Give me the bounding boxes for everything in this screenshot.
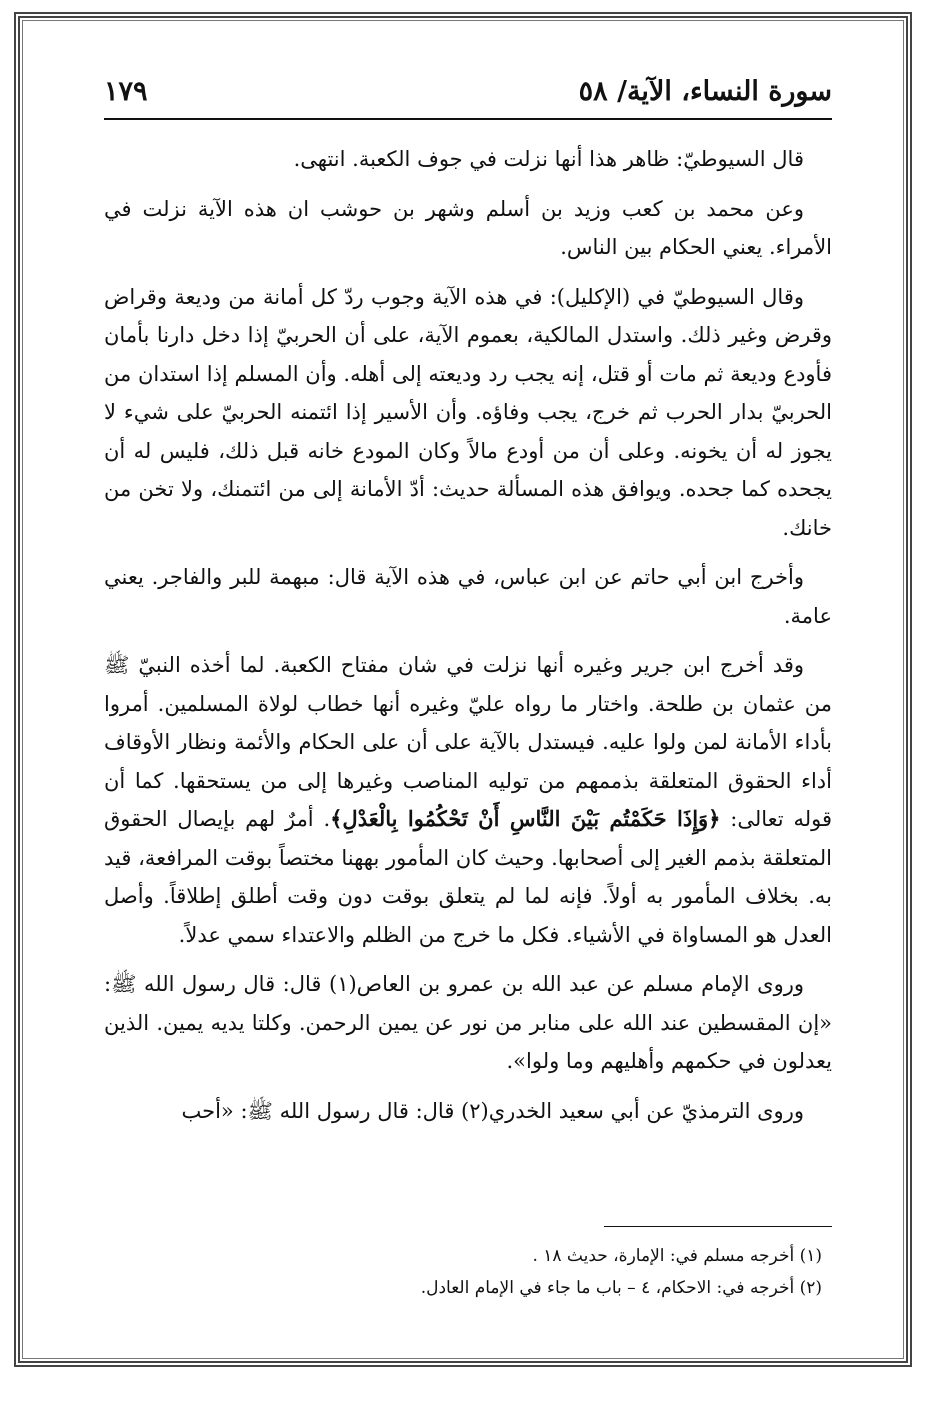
paragraph-ibn-jarir — [104, 646, 832, 954]
paragraph-tirmidhi-hadith: وروى الترمذيّ عن أبي سعيد الخدري(٢) قال: قال رسول الله ﷺ: «أحب — [181, 1098, 804, 1123]
footnote-rule — [604, 1226, 832, 1227]
paragraph-ibn-jarir-continuation: . أمرٌ لهم بإيصال الحقوق المتعلقة بذمم الغير إلى أصحابها. وحيث كان المأمور بههنا مختصاً بوقت المرافعة، قيد به. بخلاف المأمور به أولاً. فإنه لما لم يتعلق بوقت دون وقت أطلق إطلاقاً. وأصل العدل هو المساواة في الأشياء. فكل ما خرج من الظلم والاعتداء سمي عدلاً. — [104, 807, 832, 947]
paragraph-suyuti-quote: قال السيوطيّ: ظاهر هذا أنها نزلت في جوف الكعبة. انتهى. — [293, 147, 804, 171]
page-body — [104, 140, 832, 1141]
header-rule — [104, 118, 832, 120]
footnote-1: (١) أخرجه مسلم في: الإمارة، حديث ١٨ . — [532, 1246, 822, 1266]
paragraph-iklil: وقال السيوطيّ في (الإكليل): في هذه الآية وجوب ردّ كل أمانة من وديعة وقراض وقرض وغير ذلك. واستدل المالكية، بعموم الآية، على أن الحربيّ إذا دخل دارنا بأمان فأودع وديعة ثم مات أو قتل، إنه يجب رد وديعته إلى أهله. وأن المسلم إذا استدان من الحربيّ بدار الحرب ثم خرج، يجب وفاؤه. وأن الأسير إذا ائتمنه الحربيّ على شيء لا يجوز له أن يخونه. وعلى أن من أودع مالاً وكان المودع خانه قبل ذلك، فليس له أن يجحده كما جحده. ويوافق هذه المسألة حديث: أدّ الأمانة إلى من ائتمنك، ولا تخن من خانك. — [104, 284, 832, 540]
page-header — [104, 70, 832, 118]
surah-title: سورة النساء، الآية/ ٥٨ — [578, 76, 832, 107]
paragraph-revelation-umara: وعن محمد بن كعب وزيد بن أسلم وشهر بن حوشب ان هذه الآية نزلت في الأمراء. يعني الحكام بين الناس. — [104, 196, 832, 259]
page-number: ١٧٩ — [104, 76, 148, 107]
paragraph-muslim-hadith: وروى الإمام مسلم عن عبد الله بن عمرو بن العاص(١) قال: قال رسول الله ﷺ: «إن المقسطين عند الله على منابر من نور عن يمين الرحمن. وكلتا يديه يمين. الذين يعدلون في حكمهم وأهليهم وما ولوا». — [104, 972, 832, 1073]
footnotes — [104, 1240, 832, 1304]
paragraph-ibn-jarir-text: وقد أخرج ابن جرير وغيره أنها نزلت في شان مفتاح الكعبة. لما أخذه النبيّ ﷺ من عثمان بن طلحة. واختار ما رواه عليّ وغيره أنها خطاب لولاة المسلمين. أمروا بأداء الأمانة لمن ولوا عليه. فيستدل بالآية على أن على الحكام والأئمة ونظار الأوقاف أداء الحقوق المتعلقة بذممهم من توليه المناصب وغيرها إلى من يستحقها. كما أن قوله تعالى: — [104, 653, 832, 831]
footnote-2: (٢) أخرجه في: الاحكام، ٤ – باب ما جاء في الإمام العادل. — [420, 1278, 822, 1298]
quran-verse: ﴿وَإِذَا حَكَمْتُم بَيْنَ النَّاسِ أَنْ تَحْكُمُوا بِالْعَدْلِ﴾ — [330, 806, 721, 831]
paragraph-ibn-abi-hatim: وأخرج ابن أبي حاتم عن ابن عباس، في هذه الآية قال: مبهمة للبر والفاجر. يعني عامة. — [104, 565, 832, 628]
